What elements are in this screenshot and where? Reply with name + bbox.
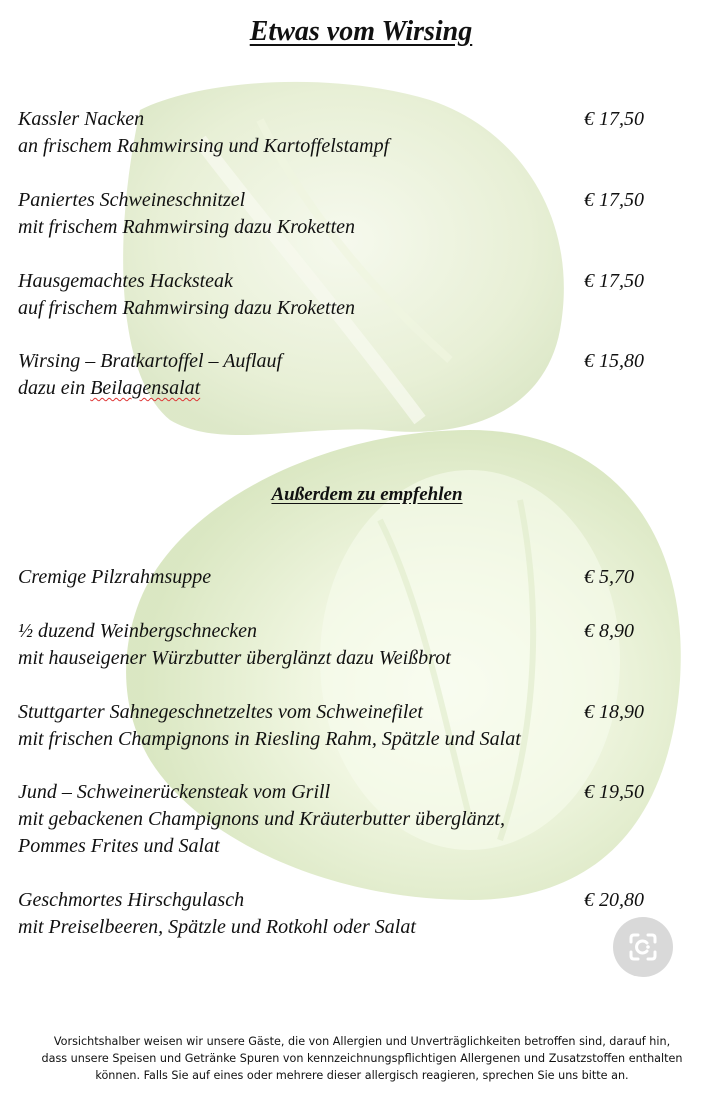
item-name: Kassler Nacken bbox=[18, 108, 145, 130]
item-description: mit Preiselbeeren, Spätzle und Rotkohl oder Salat bbox=[18, 916, 416, 938]
menu-item bbox=[18, 564, 698, 591]
allergy-notice-line: Vorsichtshalber weisen wir unsere Gäste, die von Allergien und Unverträglichkeiten betroffen sind, darauf hin, bbox=[53, 1035, 671, 1048]
item-description bbox=[18, 375, 698, 402]
allergy-notice bbox=[14, 1033, 710, 1084]
item-name: Paniertes Schweineschnitzel bbox=[18, 189, 246, 211]
item-description: Pommes Frites und Salat bbox=[18, 835, 220, 857]
section-subtitle: Außerdem zu empfehlen bbox=[271, 484, 463, 505]
menu-item bbox=[18, 187, 698, 241]
scan-icon bbox=[628, 932, 658, 962]
item-price: € 17,50 bbox=[584, 270, 644, 292]
item-price: € 17,50 bbox=[584, 189, 644, 211]
item-description: mit frischem Rahmwirsing dazu Kroketten bbox=[18, 216, 356, 238]
item-name: Geschmortes Hirschgulasch bbox=[18, 889, 245, 911]
item-price: € 8,90 bbox=[584, 620, 634, 642]
allergy-notice-line: können. Falls Sie auf eines oder mehrere dieser allergisch reagieren, sprechen Sie uns bitte an. bbox=[95, 1069, 629, 1082]
menu-item bbox=[18, 699, 698, 753]
item-name: Jund – Schweinerückensteak vom Grill bbox=[18, 781, 331, 803]
allergy-notice-line: dass unsere Speisen und Getränke Spuren von kennzeichnungspflichtigen Allergenen und Zusatzstoffen enthalten bbox=[41, 1052, 683, 1065]
item-price: € 5,70 bbox=[584, 566, 634, 588]
menu-item bbox=[18, 348, 698, 402]
menu-item bbox=[18, 618, 698, 672]
item-price: € 17,50 bbox=[584, 108, 644, 130]
item-description: an frischem Rahmwirsing und Kartoffelstampf bbox=[18, 135, 390, 157]
item-description: mit hauseigener Würzbutter überglänzt dazu Weißbrot bbox=[18, 647, 451, 669]
menu-item bbox=[18, 268, 698, 322]
item-description: mit gebackenen Champignons und Kräuterbutter überglänzt, bbox=[18, 808, 505, 830]
item-name: Hausgemachtes Hacksteak bbox=[18, 270, 233, 292]
menu-item bbox=[18, 106, 698, 160]
item-price: € 18,90 bbox=[584, 701, 644, 723]
item-description-text: dazu ein Beilagensalat bbox=[18, 377, 201, 399]
menu-item bbox=[18, 887, 698, 941]
item-description: mit frischen Champignons in Riesling Rahm, Spätzle und Salat bbox=[18, 728, 521, 750]
item-description: auf frischem Rahmwirsing dazu Kroketten bbox=[18, 297, 356, 319]
item-price: € 19,50 bbox=[584, 781, 644, 803]
item-name: ½ duzend Weinbergschnecken bbox=[18, 620, 258, 642]
item-name: Wirsing – Bratkartoffel – Auflauf bbox=[18, 350, 283, 372]
menu-title: Etwas vom Wirsing bbox=[249, 16, 473, 47]
scan-button[interactable] bbox=[613, 917, 673, 977]
menu-item bbox=[18, 779, 698, 860]
item-price: € 15,80 bbox=[584, 350, 644, 372]
item-name: Stuttgarter Sahnegeschnetzeltes vom Schweinefilet bbox=[18, 701, 423, 723]
item-price: € 20,80 bbox=[584, 889, 644, 911]
item-name: Cremige Pilzrahmsuppe bbox=[18, 566, 212, 588]
